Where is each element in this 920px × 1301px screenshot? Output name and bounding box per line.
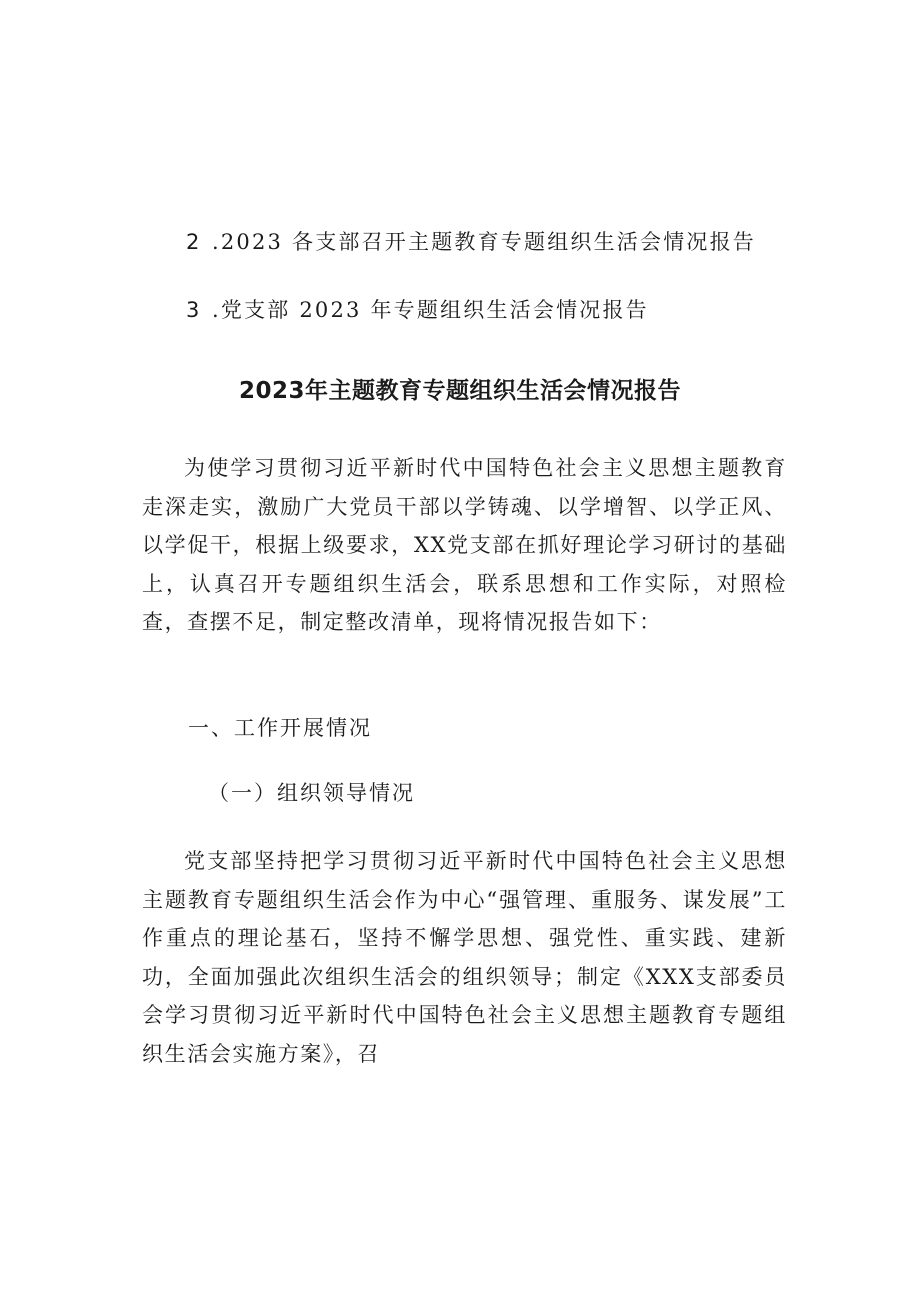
body-paragraph: 党支部坚持把学习贯彻习近平新时代中国特色社会主义思想主题教育专题组织生活会作为中心“强管理、重服务、谋发展”工作重点的理论基石，坚持不懈学思想、强党性、重实践、建新功，全面加强此次组织生活会的组织领导；制定《XXX支部委员会学习贯彻习近平新时代中国特色社会主义思想主题教育专题组织生活会实施方案》，召 <box>142 849 787 1066</box>
document-title: 2023年主题教育专题组织生活会情况报告 <box>238 378 681 404</box>
toc-item-2 <box>186 226 756 256</box>
section-heading: 一、工作开展情况 <box>188 716 372 740</box>
toc-item-number: 3 <box>186 298 202 322</box>
toc-item-number: 2 <box>186 230 202 254</box>
toc-item-text: .2023 各支部召开主题教育专题组织生活会情况报告 <box>212 230 756 254</box>
subsection-heading: （一）组织领导情况 <box>208 781 415 805</box>
toc-item-text: .党支部 2023 年专题组织生活会情况报告 <box>212 298 649 322</box>
intro-paragraph: 为使学习贯彻习近平新时代中国特色社会主义思想主题教育走深走实，激励广大党员干部以学铸魂、以学增智、以学正风、以学促干，根据上级要求，XX党支部在抓好理论学习研讨的基础上，认真召开专题组织生活会，联系思想和工作实际，对照检查，查摆不足，制定整改清单，现将情况报告如下： <box>142 456 787 634</box>
toc-item-3 <box>186 294 649 324</box>
